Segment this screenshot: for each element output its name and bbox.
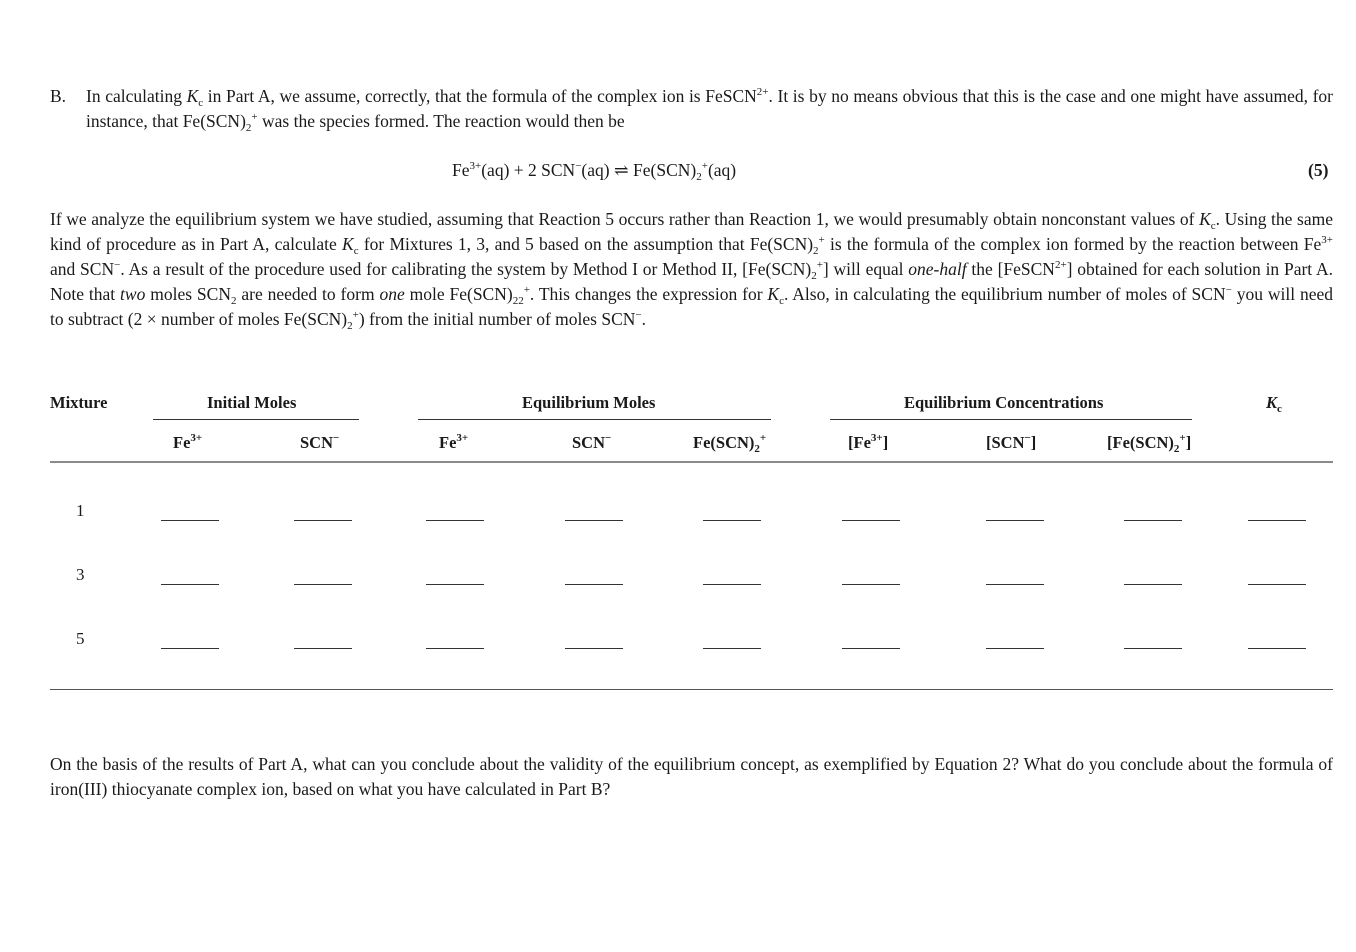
answer-blank[interactable] — [565, 520, 623, 521]
analysis-paragraph: If we analyze the equilibrium system we have studied, assuming that Reaction 5 occurs rather than Reaction 1, we would presumably obtain nonconstant values of $K_c$. Using the same kind of procedure as in Part A, calculate $K_c$ for Mixtures 1, 3, and 5 based on the assumption that $Fe(SCN)_2^+$ is the formula of the complex ion formed by the reaction between $Fe^{3+}$ and SCN−. As a result of the procedure used for calibrating the system by Method I or Method II, $[Fe(SCN)_2^+]$ will equal one-half the [FeSCN$^{2+}$] obtained for each solution in Part A. Note that two moles $SCN_2$ are needed to form one mole $Fe(SCN)_{22}^+$. This changes the expression for $K_c$. Also, in calculating the equilibrium number of moles of SCN− you will need to subtract (2 × number of moles $Fe(SCN)_2^+$) from the initial number of moles SCN−. — [50, 209, 1334, 332]
section-label: B. — [50, 86, 67, 106]
header-equilibrium-concentrations: Equilibrium Concentrations — [904, 393, 1104, 412]
answer-blank[interactable] — [1248, 584, 1306, 585]
answer-blank[interactable] — [426, 648, 484, 649]
table-top-rule — [50, 461, 1333, 463]
table-bottom-rule — [50, 689, 1333, 690]
answer-blank[interactable] — [426, 520, 484, 521]
answer-blank[interactable] — [703, 520, 761, 521]
answer-blank[interactable] — [294, 648, 352, 649]
mixture-number: 1 — [76, 501, 85, 520]
answer-blank[interactable] — [1248, 648, 1306, 649]
mixture-number: 3 — [76, 565, 85, 584]
header-equilibrium-moles: Equilibrium Moles — [522, 393, 656, 412]
answer-blank[interactable] — [703, 584, 761, 585]
answer-blank[interactable] — [842, 520, 900, 521]
answer-blank[interactable] — [1124, 648, 1182, 649]
answer-blank[interactable] — [986, 584, 1044, 585]
answer-blank[interactable] — [294, 584, 352, 585]
equilibrium-moles-underline — [418, 419, 771, 420]
equilibrium-arrow: ⇌ — [613, 160, 629, 180]
answer-blank[interactable] — [294, 520, 352, 521]
equation-number: (5) — [1308, 160, 1329, 180]
answer-blank[interactable] — [1124, 584, 1182, 585]
answer-blank[interactable] — [161, 520, 219, 521]
column-header: $Fe^{3+}$ — [439, 432, 469, 452]
header-initial-moles: Initial Moles — [207, 393, 297, 412]
answer-blank[interactable] — [1248, 520, 1306, 521]
initial-moles-underline — [153, 419, 359, 420]
answer-blank[interactable] — [565, 584, 623, 585]
header-kc: $K_c$ — [1266, 393, 1282, 415]
column-header: SCN− — [572, 432, 612, 452]
column-header: $[Fe^{3+}]$ — [848, 432, 889, 452]
equilibrium-concentrations-underline — [830, 419, 1192, 420]
column-header: $[Fe(SCN)_2^+]$ — [1107, 432, 1192, 455]
answer-blank[interactable] — [426, 584, 484, 585]
header-mixture: Mixture — [50, 393, 108, 412]
column-header: $Fe^{3+}$ — [173, 432, 203, 452]
answer-blank[interactable] — [565, 648, 623, 649]
answer-blank[interactable] — [1124, 520, 1182, 521]
column-header: SCN− — [300, 432, 340, 452]
column-header: $Fe(SCN)_2^+$ — [693, 432, 767, 455]
mixture-number: 5 — [76, 629, 85, 648]
answer-blank[interactable] — [703, 648, 761, 649]
answer-blank[interactable] — [986, 648, 1044, 649]
partB-intro-paragraph: In calculating $K_c$ in Part A, we assume, correctly, that the formula of the complex ion is FeSCN$^{2+}$. It is by no means obvious that this is the case and one might have assumed, for instance, that $Fe(SCN)_2^+$ was the species formed. The reaction would then be — [86, 86, 1333, 134]
column-header: [SCN−] — [986, 432, 1037, 452]
conclusion-question: On the basis of the results of Part A, what can you conclude about the validity of the equilibrium concept, as exemplified by Equation 2? What do you conclude about the formula of iron(III) thiocyanate complex ion, based on what you have calculated in Part B? — [50, 754, 1333, 799]
answer-blank[interactable] — [986, 520, 1044, 521]
answer-blank[interactable] — [842, 648, 900, 649]
answer-blank[interactable] — [842, 584, 900, 585]
answer-blank[interactable] — [161, 584, 219, 585]
answer-blank[interactable] — [161, 648, 219, 649]
